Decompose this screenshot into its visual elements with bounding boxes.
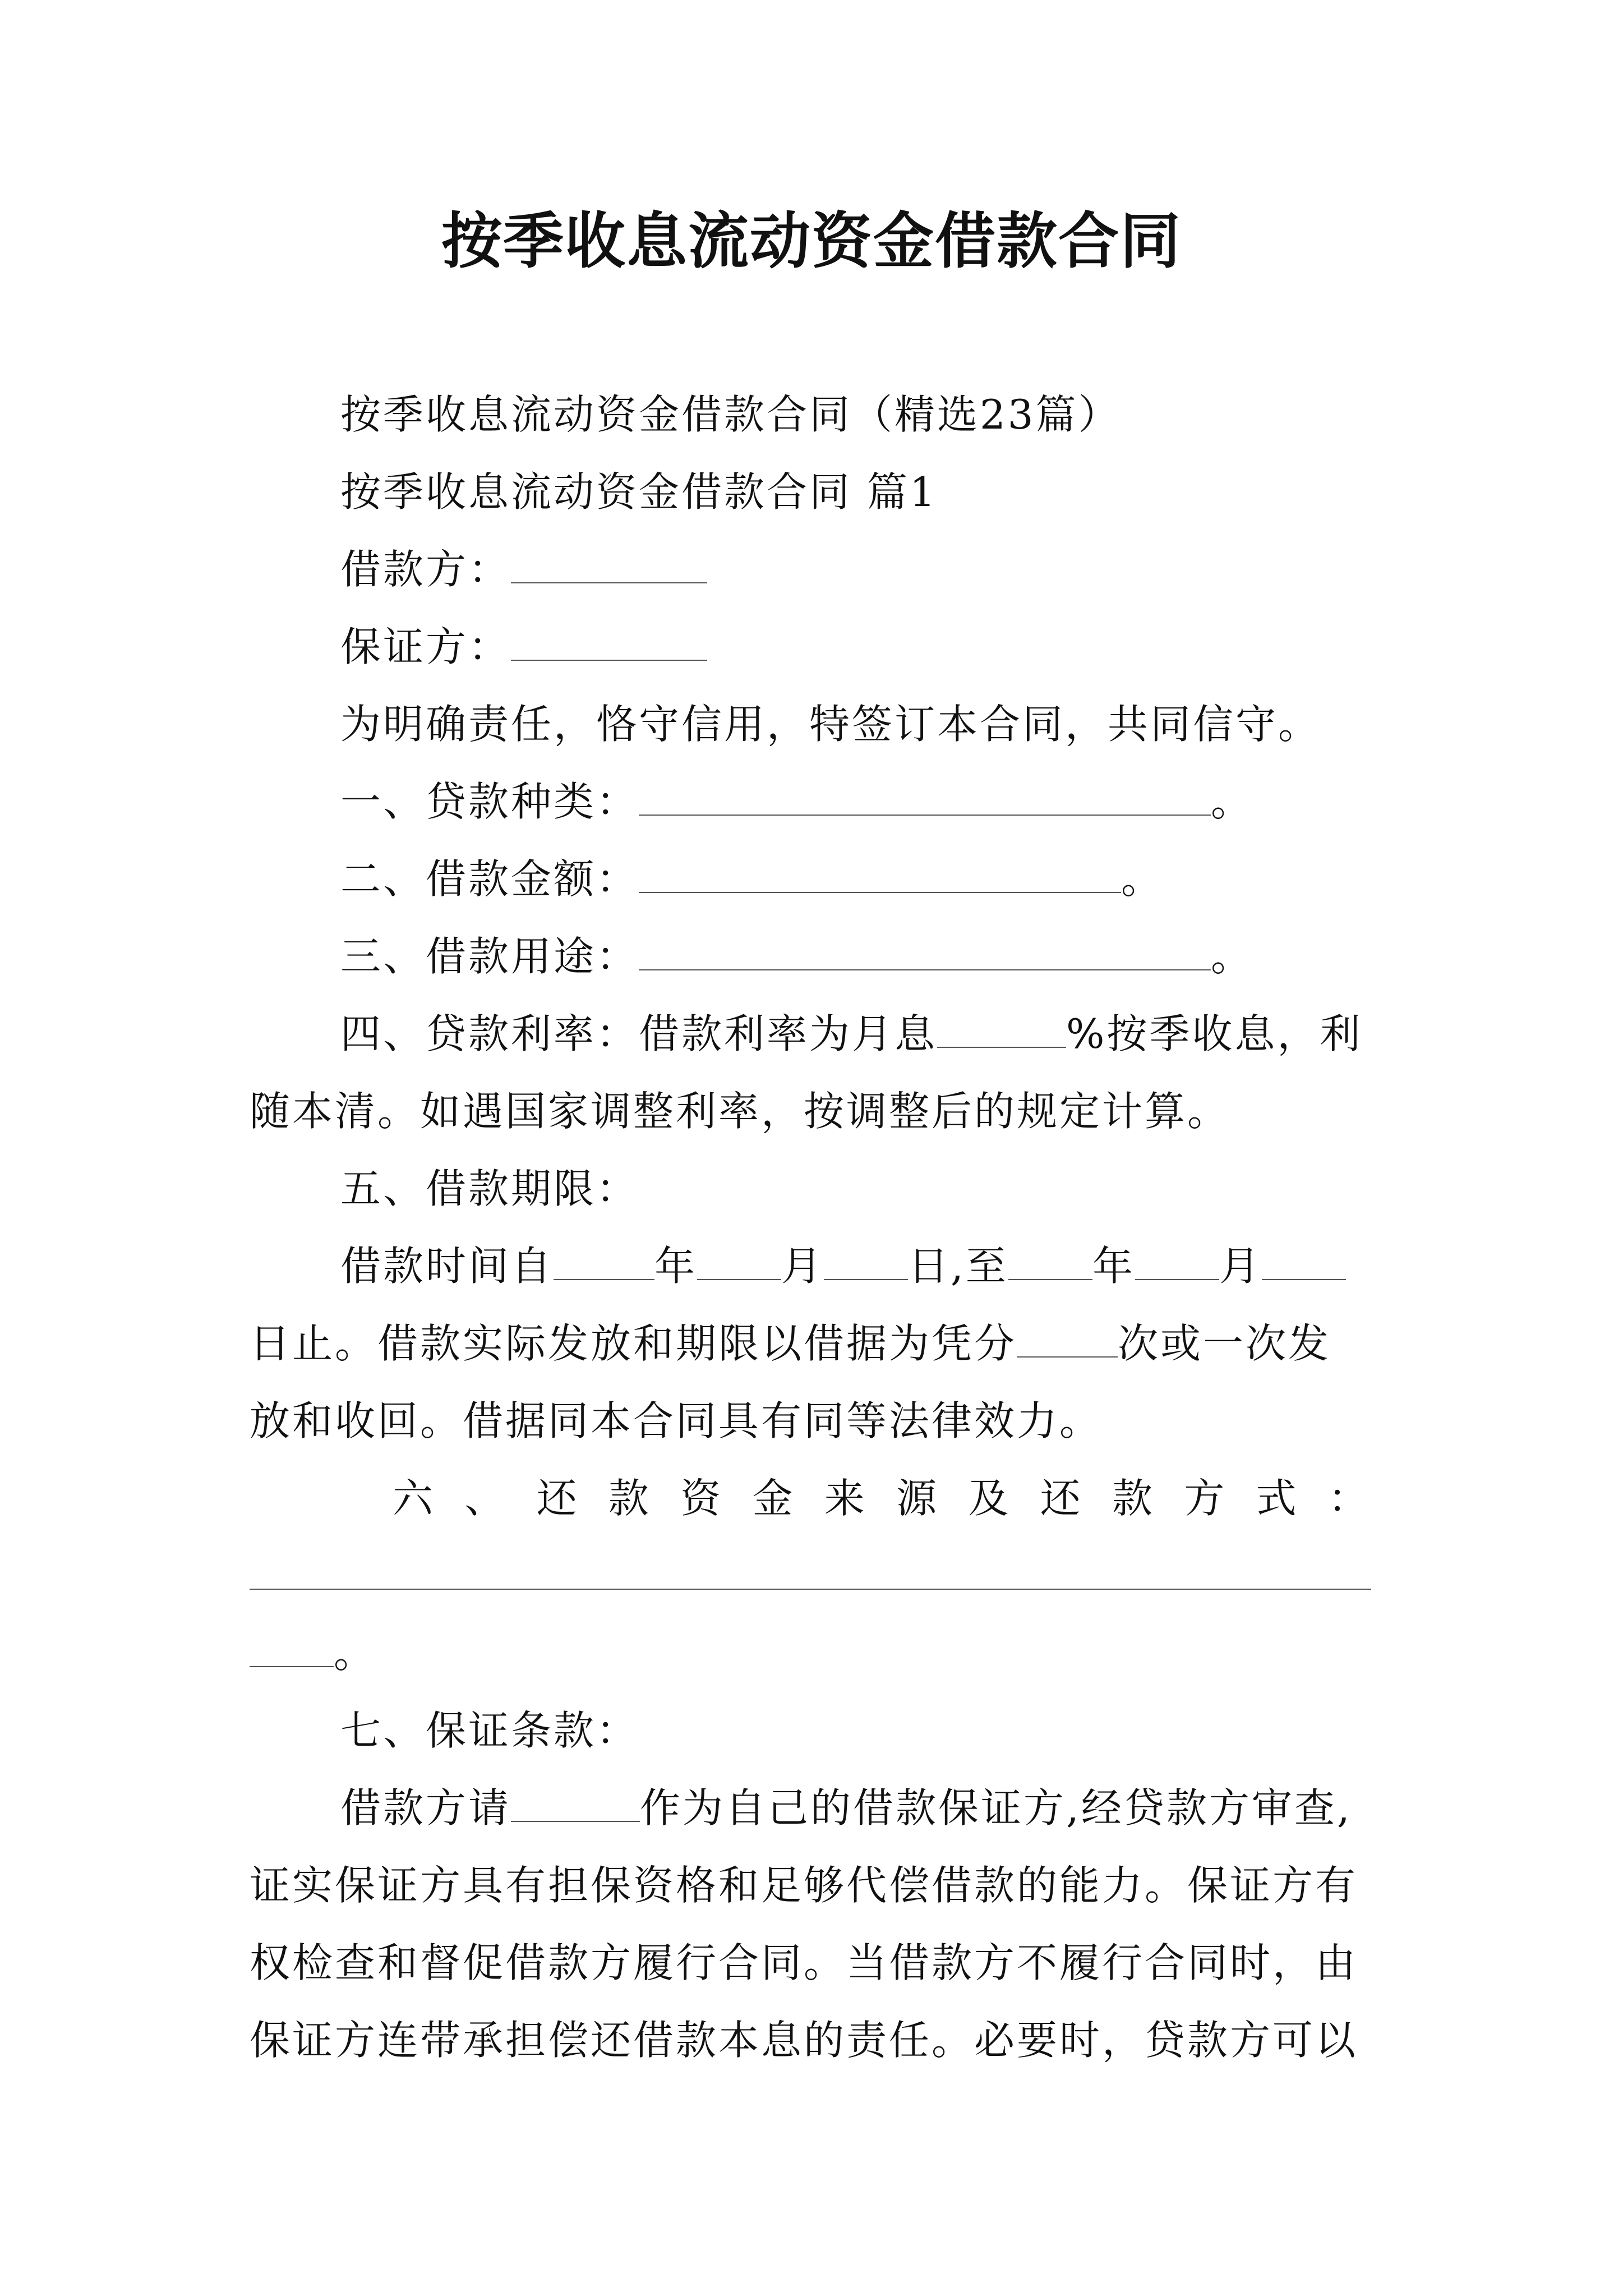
interest-rate-blank[interactable] xyxy=(937,1006,1066,1048)
start-month-blank[interactable] xyxy=(697,1239,781,1280)
item-6-char: 六 xyxy=(393,1475,434,1522)
installments-blank[interactable] xyxy=(1017,1316,1118,1358)
item-4-text-a: 四、贷款利率：借款利率为月息 xyxy=(340,1010,938,1057)
item-6-char: 、 xyxy=(464,1475,505,1522)
item-6-char: 款 xyxy=(1112,1475,1152,1522)
item-7-line-1 xyxy=(340,1777,1352,1839)
end-day-blank[interactable] xyxy=(1262,1239,1346,1280)
item-3-line xyxy=(340,926,1253,987)
day-label-1: 日,至 xyxy=(908,1243,1008,1290)
document-title: 按季收息流动资金借款合同 xyxy=(441,206,1182,277)
item-2-label: 二、借款金额： xyxy=(340,855,639,903)
year-label-2: 年 xyxy=(1092,1243,1135,1290)
item-4-line-1 xyxy=(340,1003,1362,1065)
item-2-line xyxy=(340,848,1164,910)
item-3-end: 。 xyxy=(1211,933,1254,980)
document-subtitle: 按季收息流动资金借款合同（精选23篇） xyxy=(340,391,1121,438)
start-year-blank[interactable] xyxy=(554,1239,654,1280)
item-5-text-a: 借款时间自 xyxy=(340,1243,554,1290)
item-5-line-3: 放和收回。借据同本合同具有同等法律效力。 xyxy=(250,1397,1103,1444)
item-5-heading: 五、借款期限： xyxy=(340,1165,639,1212)
item-1-label: 一、贷款种类： xyxy=(340,778,639,825)
item-5-line-2 xyxy=(250,1313,1331,1374)
end-year-blank[interactable] xyxy=(1008,1239,1092,1280)
guarantor-line xyxy=(340,616,707,678)
item-6-char: 方 xyxy=(1184,1475,1225,1522)
item-6-char: 还 xyxy=(1040,1475,1081,1522)
item-7-text-b: 作为自己的借款保证方,经贷款方审查, xyxy=(640,1784,1352,1832)
item-5-text-c: 次或一次发 xyxy=(1118,1320,1331,1367)
guarantor-blank[interactable] xyxy=(511,619,707,661)
item-5-line-1 xyxy=(340,1235,1346,1297)
year-label-1: 年 xyxy=(654,1243,698,1290)
month-label-1: 月 xyxy=(781,1243,824,1290)
month-label-2: 月 xyxy=(1219,1243,1262,1290)
item-6-char: 源 xyxy=(896,1475,937,1522)
item-2-blank[interactable] xyxy=(639,852,1121,893)
item-6-char: 式 xyxy=(1256,1475,1297,1522)
item-4-text-b: %按季收息，利 xyxy=(1066,1010,1363,1057)
item-6-char: 款 xyxy=(608,1475,649,1522)
item-1-line xyxy=(340,771,1253,832)
item-6-char: 来 xyxy=(824,1475,865,1522)
item-1-blank[interactable] xyxy=(639,774,1211,816)
item-6-char: ： xyxy=(1327,1475,1368,1522)
repayment-source-blank[interactable] xyxy=(250,1589,1371,1590)
end-month-blank[interactable] xyxy=(1135,1239,1219,1280)
item-6-char: 资 xyxy=(680,1475,721,1522)
preamble-text: 为明确责任，恪守信用，特签订本合同，共同信守。 xyxy=(340,701,1321,748)
start-day-blank[interactable] xyxy=(824,1239,908,1280)
item-6-char: 金 xyxy=(752,1475,793,1522)
item-4-line-2: 随本清。如遇国家调整利率，按调整后的规定计算。 xyxy=(250,1088,1230,1135)
item-7-line-2: 证实保证方具有担保资格和足够代偿借款的能力。保证方有 xyxy=(250,1862,1358,1909)
guarantor-name-blank[interactable] xyxy=(511,1780,640,1822)
item-1-end: 。 xyxy=(1211,778,1254,825)
item-6-char: 还 xyxy=(536,1475,577,1522)
item-3-label: 三、借款用途： xyxy=(340,933,639,980)
item-7-heading: 七、保证条款： xyxy=(340,1707,639,1754)
item-6-char: 及 xyxy=(968,1475,1009,1522)
item-6-end: 。 xyxy=(334,1630,377,1677)
item-7-text-a: 借款方请 xyxy=(340,1784,511,1832)
repayment-source-blank-tail[interactable] xyxy=(250,1626,334,1667)
section-heading: 按季收息流动资金借款合同 篇1 xyxy=(340,468,938,516)
item-7-line-3: 权检查和督促借款方履行合同。当借款方不履行合同时，由 xyxy=(250,1939,1358,1986)
guarantor-label: 保证方： xyxy=(340,623,511,670)
item-6-heading xyxy=(393,1467,1368,1529)
borrower-label: 借款方： xyxy=(340,546,511,593)
borrower-line xyxy=(340,539,707,600)
item-7-line-4: 保证方连带承担偿还借款本息的责任。必要时，贷款方可以 xyxy=(250,2017,1358,2064)
item-2-end: 。 xyxy=(1121,855,1164,903)
item-6-line-end xyxy=(250,1622,376,1684)
item-5-text-b: 日止。借款实际发放和期限以借据为凭分 xyxy=(250,1320,1017,1367)
borrower-blank[interactable] xyxy=(511,542,707,583)
item-3-blank[interactable] xyxy=(639,929,1211,970)
